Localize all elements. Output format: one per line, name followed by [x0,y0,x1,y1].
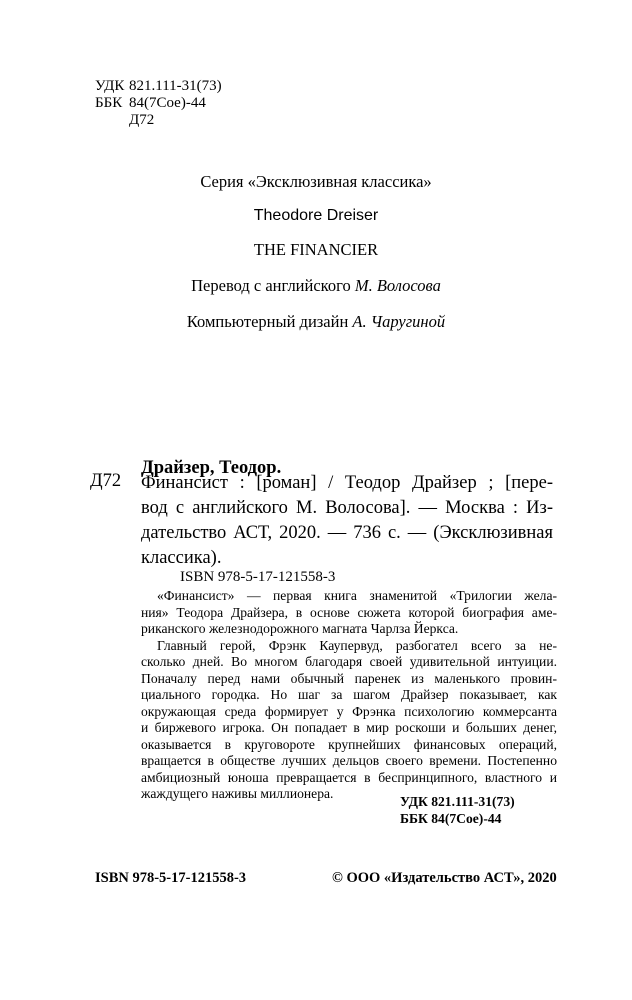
translation-credit [0,276,632,296]
design-credit [0,312,632,332]
udk-value: 821.111-31(73) [129,78,222,94]
annotation-line: циального городка. Но шаг за шагом Драйзер показывает, как [141,687,557,702]
translation-prefix: Перевод с английского [191,276,351,295]
udk-bottom: УДК 821.111-31(73) [400,794,515,809]
annotation [141,588,557,803]
annotation-line: оказывается в круговороте крупнейших финансовых операций, [141,736,557,752]
bbk-bottom: ББК 84(7Сое)-44 [400,811,502,826]
bibliographic-record [141,471,553,571]
bbk-value: 84(7Сое)-44 [129,95,206,111]
footer-isbn: ISBN 978-5-17-121558-3 [95,870,247,886]
bib-line: классика). [141,548,222,568]
annotation-line: сколько дней. Во многом благодаря своей удивительной интуиции. [141,654,557,669]
design-prefix: Компьютерный дизайн [186,312,349,331]
classification-codes-bottom [400,793,515,827]
annotation-line: риканского железнодорожного магната Чарлза Йеркса. [141,621,459,636]
classification-codes [95,78,222,129]
annotation-line: амбициозный юноша превращается в беспринципного, властного и [141,769,557,785]
footer-copyright: © ООО «Издательство АСТ», 2020 [332,870,557,886]
bbk-label: ББК [95,95,123,111]
annotation-line: ния» Теодора Драйзера, в основе сюжета которой биография аме- [141,604,557,620]
annotation-line: Главный герой, Фрэнк Каупервуд, разбогател всего за не- [157,637,557,653]
bib-line: Финансист : [роман] / Теодор Драйзер ; [пере- [141,473,553,493]
annotation-line: и биржевого игрока. Он попадает в мир роскоши и больших денег, [141,720,557,735]
catalog-isbn: ISBN 978-5-17-121558-3 [180,569,336,585]
translator-name: М. Волосова [354,276,441,295]
annotation-line: «Финансист» — первая книга знаменитой «Трилогии жела- [157,588,557,603]
title-english: THE FINANCIER [253,240,379,259]
bib-line: вод с английского М. Волосова]. — Москва : Из- [141,498,553,518]
annotation-line: жаждущего наживы миллионера. [141,786,334,801]
bbk-row [95,95,222,112]
catalog-code: Д72 [90,471,122,491]
bib-line: дательство АСТ, 2020. — 736 с. — (Эксклюзивная [141,523,553,543]
udk-label: УДК [95,78,125,94]
series-line: Серия «Эксклюзивная классика» [200,172,432,191]
annotation-line: вращается в обществе лучших дельцов своего времени. Постепенно [141,753,557,768]
author-mark: Д72 [129,112,155,128]
designer-name: А. Чаругиной [352,312,446,331]
annotation-line: Поначалу перед нами обычный паренек из маленького провин- [141,670,557,686]
catalog-author: Драйзер, Теодор. [141,458,282,478]
annotation-line: окружающая среда формирует у Фрэнка психологию коммерсанта [141,703,557,719]
udk-row [95,78,222,95]
author-english: Theodore Dreiser [253,207,379,224]
